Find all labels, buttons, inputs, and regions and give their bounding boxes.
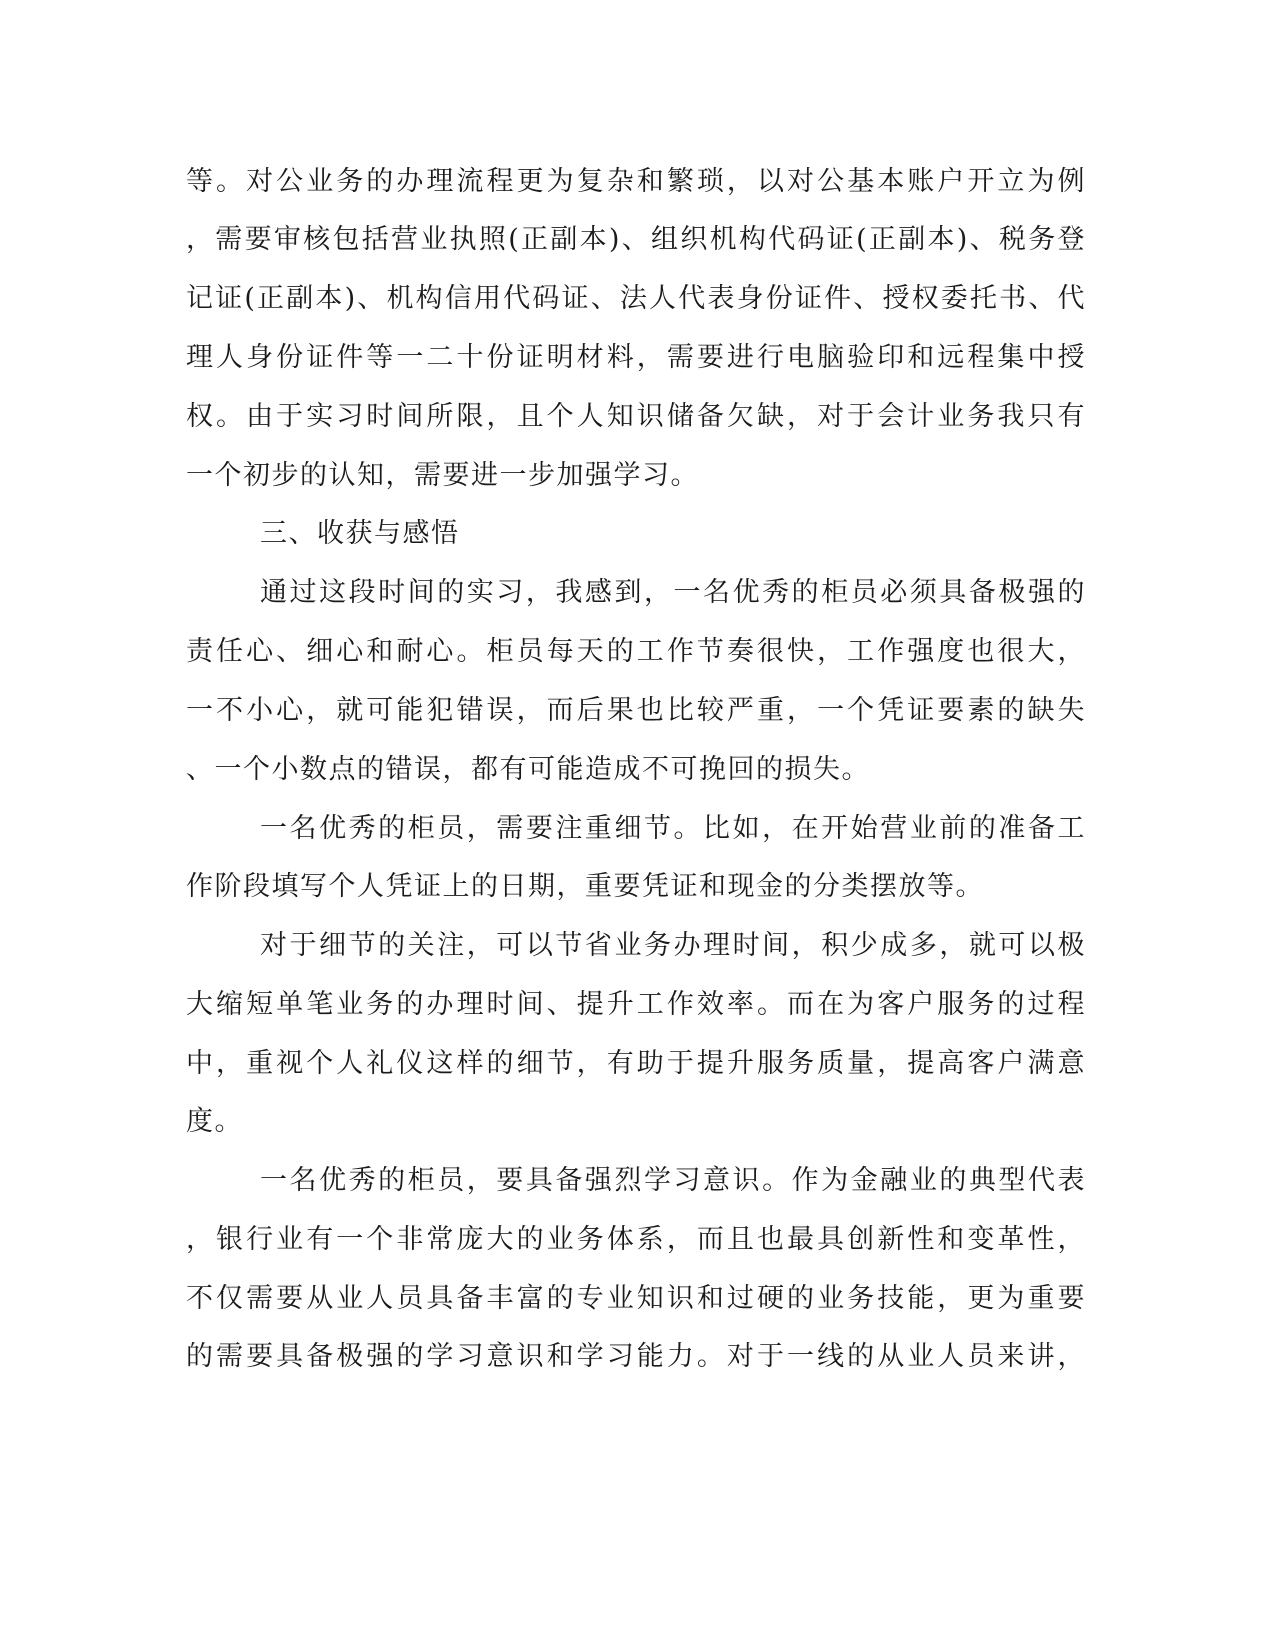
text-line: 大缩短单笔业务的办理时间、提升工作效率。而在为客户服务的过程 (186, 989, 1086, 1020)
text-line: 等。对公业务的办理流程更为复杂和繁琐，以对公基本账户开立为例 (186, 166, 1086, 197)
text-line: ，需要审核包括营业执照(正副本)、组织机构代码证(正副本)、税务登 (186, 224, 1086, 255)
text-line: 中，重视个人礼仪这样的细节，有助于提升服务质量，提高客户满意 (186, 1048, 1086, 1079)
text-line: 一名优秀的柜员，要具备强烈学习意识。作为金融业的典型代表 (260, 1165, 1086, 1196)
text-line: 一个初步的认知，需要进一步加强学习。 (186, 460, 699, 491)
text-line: 记证(正副本)、机构信用代码证、法人代表身份证件、授权委托书、代 (186, 283, 1086, 314)
text-line: 责任心、细心和耐心。柜员每天的工作节奏很快，工作强度也很大， (186, 636, 1086, 667)
text-line: 一名优秀的柜员，需要注重细节。比如，在开始营业前的准备工 (260, 813, 1086, 844)
text-line: 权。由于实习时间所限，且个人知识储备欠缺，对于会计业务我只有 (186, 401, 1086, 432)
text-line: 理人身份证件等一二十份证明材料，需要进行电脑验印和远程集中授 (186, 342, 1086, 373)
text-line: 对于细节的关注，可以节省业务办理时间，积少成多，就可以极 (260, 930, 1086, 961)
text-line: 度。 (186, 1106, 243, 1137)
text-line: ，银行业有一个非常庞大的业务体系，而且也最具创新性和变革性， (186, 1224, 1086, 1255)
text-line: 不仅需要从业人员具备丰富的专业知识和过硬的业务技能，更为重要 (186, 1283, 1086, 1314)
text-line: 的需要具备极强的学习意识和学习能力。对于一线的从业人员来讲， (186, 1341, 1086, 1372)
text-line: 、一个小数点的错误，都有可能造成不可挽回的损失。 (186, 754, 870, 785)
text-line: 通过这段时间的实习，我感到，一名优秀的柜员必须具备极强的 (260, 577, 1086, 608)
text-line: 一不小心，就可能犯错误，而后果也比较严重，一个凭证要素的缺失 (186, 695, 1086, 726)
section-heading: 三、收获与感悟 (260, 518, 460, 549)
text-line: 作阶段填写个人凭证上的日期，重要凭证和现金的分类摆放等。 (186, 871, 984, 902)
